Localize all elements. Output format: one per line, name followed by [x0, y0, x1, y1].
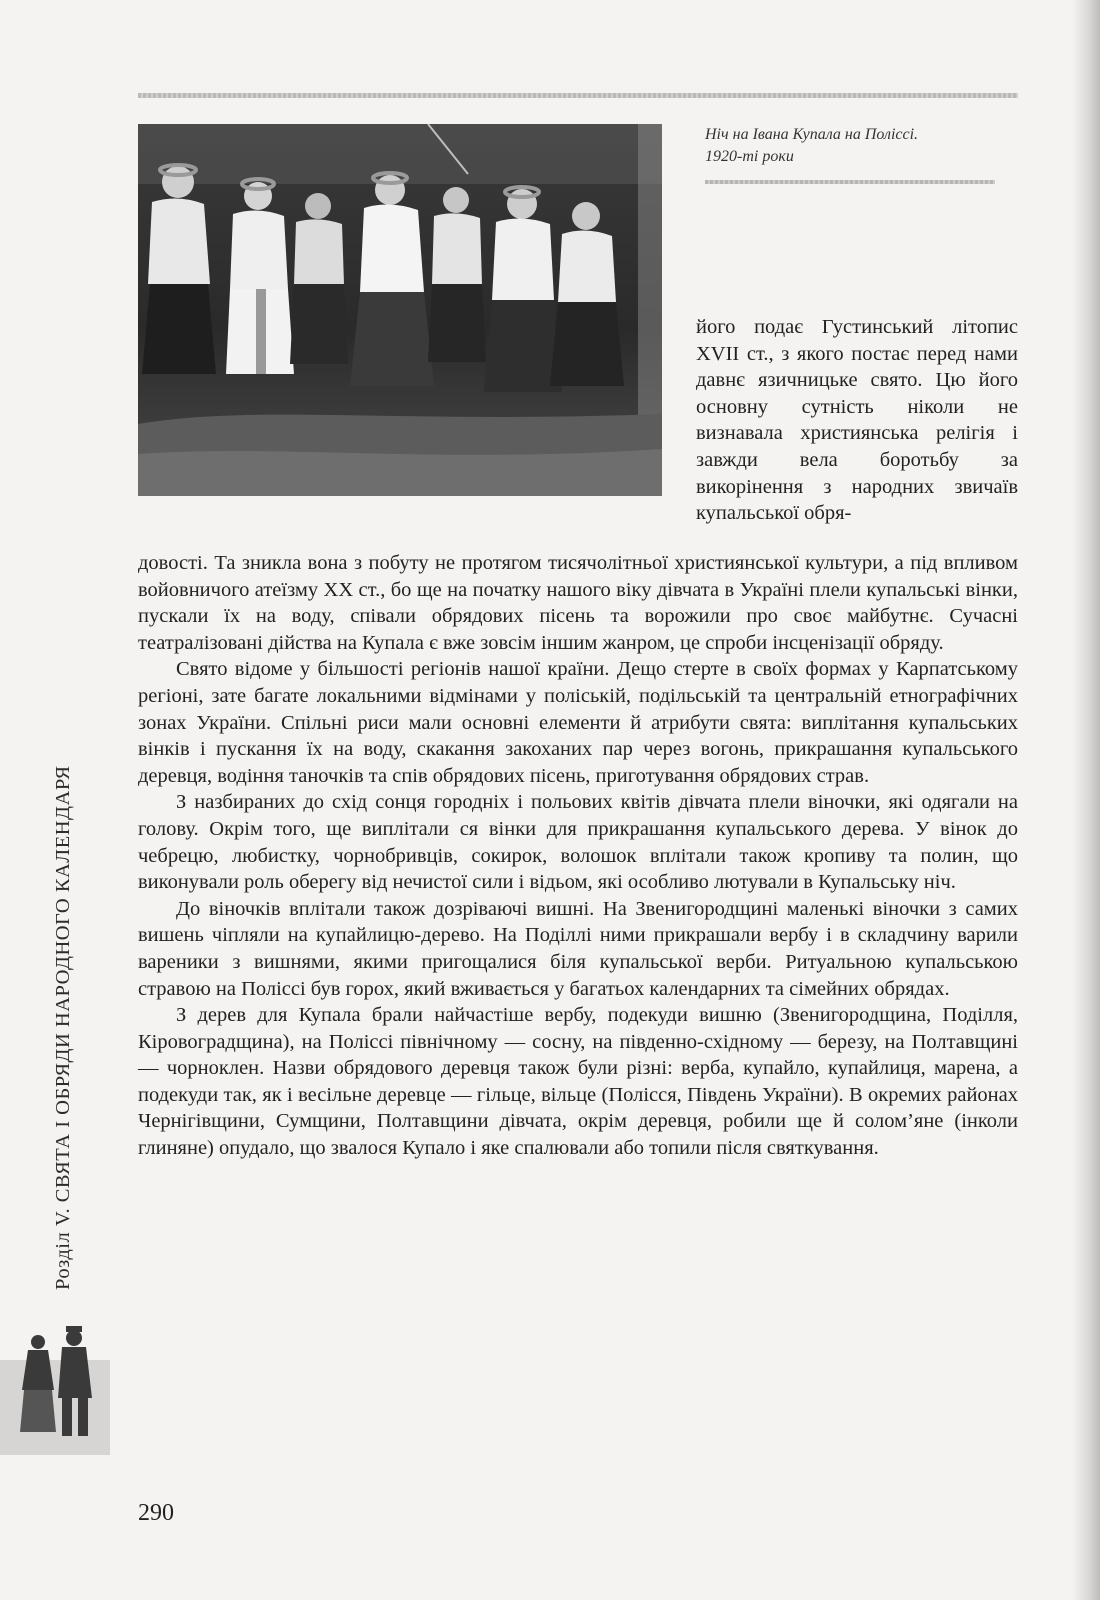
chapter-side-title: Розділ V. СВЯТА І ОБРЯДИ НАРОДНОГО КАЛЕНДАРЯ: [52, 765, 74, 1290]
paragraph-cherries: До віночків вплітали також дозріваючі вишні. На Звенигородщині маленькі віночки з самих вишень чіпляли на купайлицю-дерево. На Поділлі ними прикрашали вербу і в складчину варили вареники з вишнями, якими пригощалися біля купальської верби. Ритуальною купальською стравою на Поліссі був горох, який вживається у багатьох календарних та сімейних обрядах.: [138, 897, 1018, 1000]
text-beside-photo: [696, 314, 1018, 527]
folk-figures-illustration: [0, 1320, 110, 1455]
caption-rule: [705, 180, 995, 184]
photo-caption: [705, 124, 1005, 168]
header-rule: [138, 93, 1018, 98]
page-number: 290: [138, 1500, 174, 1526]
paragraph-intro: його подає Густинський літопис XVII ст., з якого постає перед нами давнє язичницьке свято. Цю його основну сутність ніколи не визнавала християнська релігія і завжди вела боротьбу за викорінення з народних звичаїв купальської обря-: [696, 316, 1018, 525]
paragraph-continuation: довості. Та зникла вона з побуту не протягом тисячолітньої християнської культури, а під впливом войовничого атеїзму XX ст., бо ще на початку нашого віку дівчата в Україні плели купальські вінки, пускали їх на воду, співали обрядових пісень та ворожили про своє майбутнє. Сучасні театралізовані дійства на Купала є вже зовсім іншим жанром, це спроби інсценізації обряду.: [138, 552, 1018, 654]
main-text: [138, 550, 1018, 1162]
caption-line-date: 1920-ті роки: [705, 148, 794, 165]
photo-kupala-night: [138, 124, 662, 496]
caption-line-title: Ніч на Івана Купала на Поліссі.: [705, 126, 919, 143]
paragraph-regions: Свято відоме у більшості регіонів нашої країни. Дещо стерте в своїх формах у Карпатському регіоні, зате багате локальними відмінами у поліській, подільській та центральній етнографічних зонах України. Спільні риси мали основні елементи й атрибути свята: виплітання купальських вінків і пускання їх на воду, скакання закоханих пар через вогонь, прикрашання купальського деревця, водіння таночків та спів обрядових пісень, приготування обрядових страв.: [138, 658, 1018, 787]
page-gutter-shadow: [1072, 0, 1100, 1600]
paragraph-trees: З дерев для Купала брали найчастіше вербу, подекуди вишню (Звенигородщина, Поділля, Кіровоградщина), на Поліссі північному — сосну, на південно-східному — березу, на Полтавщині — чорноклен. Назви обрядового деревця також були різні: верба, купайло, купайлиця, марена, а подекуди так, як і весільне деревце — гільце, вільце (Полісся, Південь України). В окремих районах Чернігівщини, Сумщини, Полтавщини дівчата, окрім деревця, робили ще й солом’яне (інколи глиняне) опудало, що звалося Купало і яке спалювали або топили після святкування.: [138, 1004, 1018, 1160]
paragraph-wreaths: З назбираних до схід сонця городніх і польових квітів дівчата плели віночки, які одягали на голову. Окрім того, ще виплітали ся вінки для прикрашання купальського дерева. У вінок до чебрецю, любистку, чорнобривців, сокирок, волошок вплітали також кропиву та полин, що виконували роль оберегу від нечистої сили і відьом, які особливо лютували в Купальську ніч.: [138, 791, 1018, 894]
